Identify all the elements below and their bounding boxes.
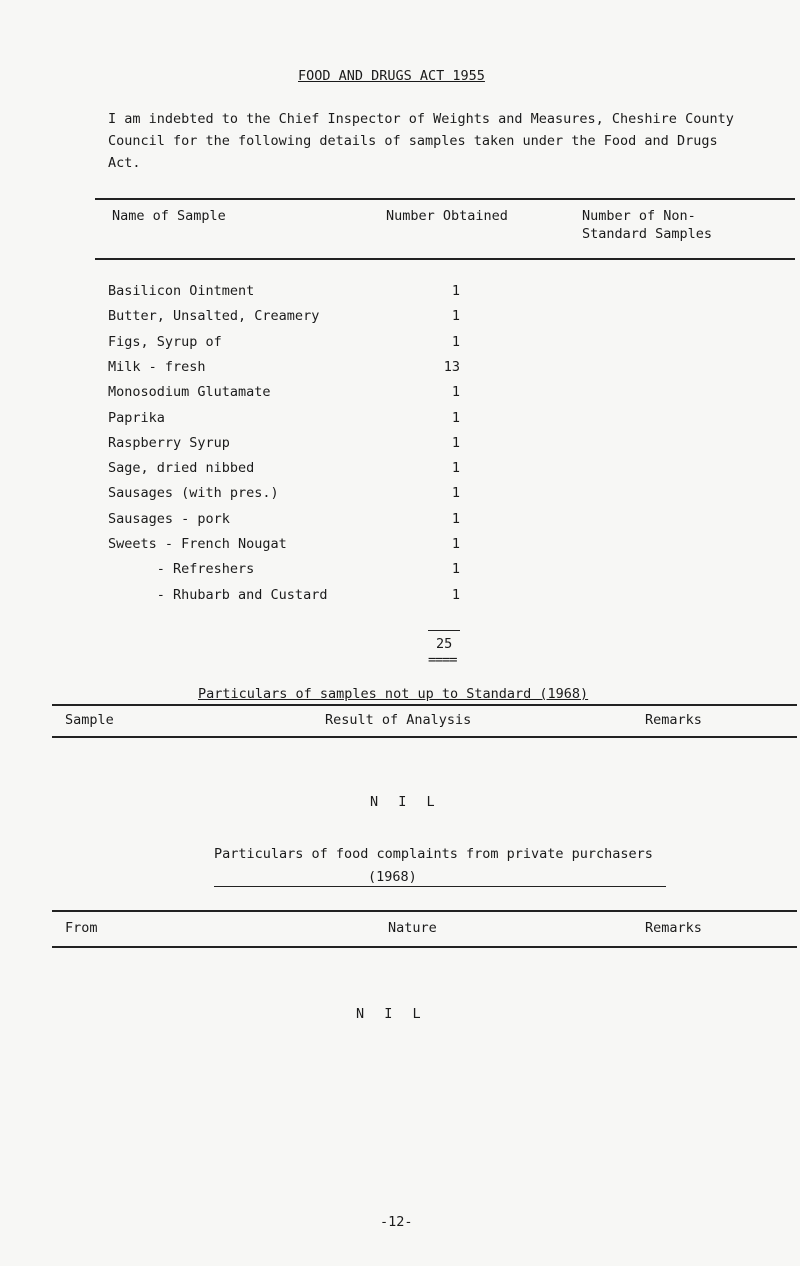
complaints-year: (1968): [368, 869, 417, 885]
intro-paragraph: I am indebted to the Chief Inspector of Weights and Measures, Cheshire County Council for the following details of samples taken under the Food and Drugs Act.: [108, 111, 734, 171]
header-non-standard-1: Number of Non-: [582, 208, 696, 224]
not-standard-header-rule: [52, 736, 797, 738]
header-result-of-analysis: Result of Analysis: [325, 712, 472, 728]
sample-name: Sausages - pork: [108, 510, 230, 527]
sample-count: 1: [451, 384, 460, 401]
sample-count: 1: [451, 283, 460, 299]
sample-name: Sage, dried nibbed: [108, 460, 255, 477]
not-standard-nil: N I L: [370, 794, 441, 810]
sample-name: - Rhubarb and Custard: [108, 586, 328, 603]
sample-count: 13: [443, 358, 460, 375]
sample-name: - Refreshers: [108, 561, 255, 578]
total-count: 25: [436, 636, 453, 652]
total-rule: [428, 630, 460, 631]
sample-count: 1: [451, 460, 460, 477]
header-from: From: [65, 920, 98, 936]
sample-name: Monosodium Glutamate: [108, 384, 271, 401]
sample-name: Sweets - French Nougat: [108, 536, 287, 552]
sample-name: Milk - fresh: [108, 358, 206, 375]
page-number: -12-: [380, 1214, 413, 1230]
header-sample: Sample: [65, 712, 114, 728]
table-top-rule: [95, 198, 795, 200]
sample-count: 1: [451, 333, 460, 350]
header-remarks: Remarks: [645, 712, 702, 728]
page-title: FOOD AND DRUGS ACT 1955: [298, 68, 485, 84]
sample-name: Paprika: [108, 409, 165, 426]
sample-count: 1: [451, 586, 460, 603]
sample-name: Figs, Syrup of: [108, 333, 222, 350]
header-number-obtained: Number Obtained: [386, 208, 508, 224]
complaints-top-rule: [52, 910, 797, 912]
complaints-heading-rule: [214, 886, 666, 887]
sample-count: 1: [451, 308, 460, 325]
sample-count: 1: [451, 536, 460, 552]
sample-name: Raspberry Syrup: [108, 434, 230, 451]
complaints-heading: Particulars of food complaints from private purchasers: [214, 846, 653, 862]
sample-count: 1: [451, 434, 460, 451]
sample-name: Butter, Unsalted, Creamery: [108, 308, 320, 325]
header-non-standard-2: Standard Samples: [582, 226, 713, 242]
total-double-rule: ====: [428, 652, 457, 668]
sample-count: 1: [451, 510, 460, 527]
sample-count: 1: [451, 561, 460, 578]
sample-name: Sausages (with pres.): [108, 485, 279, 502]
header-nature: Nature: [388, 920, 437, 936]
header-complaints-remarks: Remarks: [645, 920, 702, 936]
sample-name: Basilicon Ointment: [108, 283, 255, 299]
sample-count: 1: [451, 485, 460, 502]
not-standard-heading: Particulars of samples not up to Standard (1968): [198, 686, 589, 702]
complaints-nil: N I L: [356, 1006, 427, 1022]
header-name-of-sample: Name of Sample: [112, 208, 226, 224]
complaints-header-rule: [52, 946, 797, 948]
table-header-rule: [95, 258, 795, 260]
not-standard-top-rule: [52, 704, 797, 706]
sample-count: 1: [451, 409, 460, 426]
